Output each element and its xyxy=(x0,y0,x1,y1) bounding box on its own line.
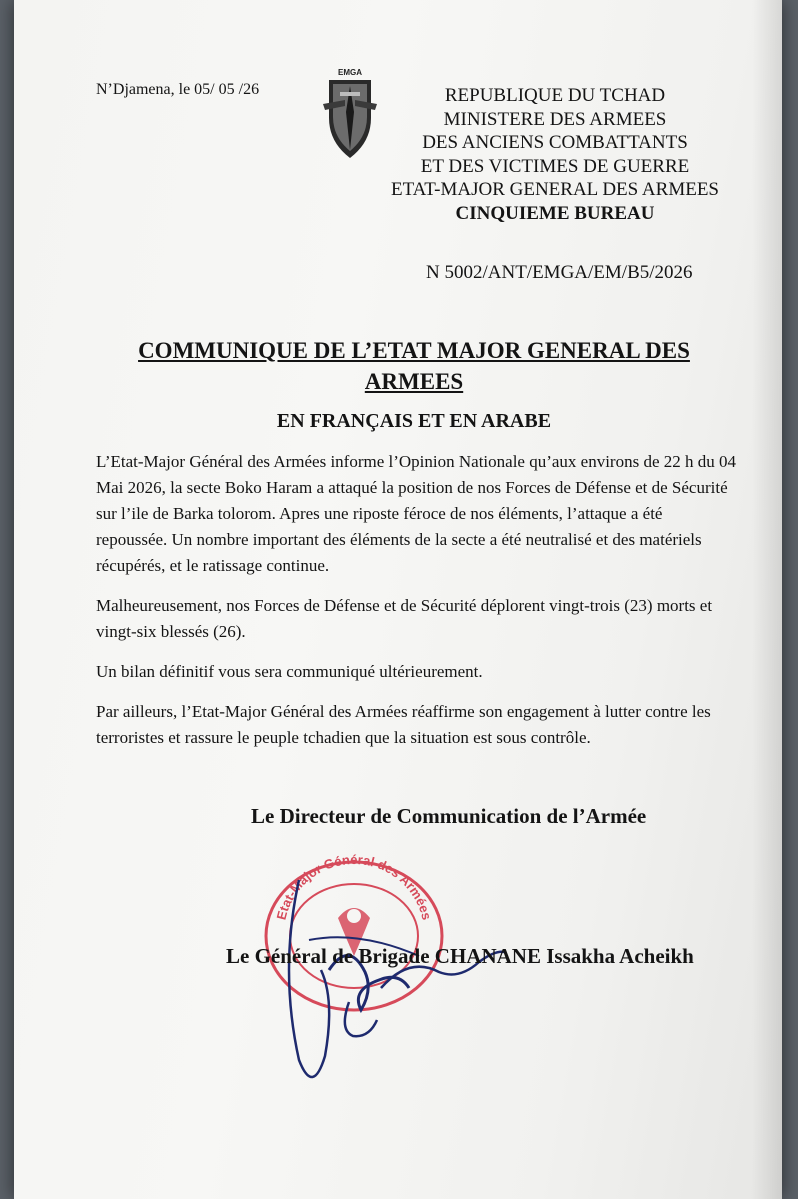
communique-body xyxy=(96,449,736,765)
reference-number: N 5002/ANT/EMGA/EM/B5/2026 xyxy=(426,262,693,283)
signature-block xyxy=(14,790,782,1110)
place-date: N’Djamena, le 05/ 05 /26 xyxy=(96,81,260,98)
header-line-ministry: MINISTERE DES ARMEES xyxy=(443,108,667,130)
paragraph-commitment: Par ailleurs, l’Etat-Major Général des Armées réaffirme son engagement à lutter contre les terroristes et rassure le peuple tchadien que la situation est sous contrôle. xyxy=(96,702,711,747)
title-line-2: ARMEES xyxy=(364,369,464,394)
header-line-bureau: CINQUIEME BUREAU xyxy=(455,202,655,224)
director-title: Le Directeur de Communication de l’Armée xyxy=(251,804,647,828)
svg-text:EMGA: EMGA xyxy=(338,68,362,77)
general-name: Le Général de Brigade CHANANE Issakha Acheikh xyxy=(226,944,694,968)
header-line-victims: ET DES VICTIMES DE GUERRE xyxy=(420,155,690,177)
document-page xyxy=(14,0,782,1199)
communique-title xyxy=(114,335,714,397)
header-line-republic: REPUBLIQUE DU TCHAD xyxy=(444,85,666,106)
communique-subtitle: EN FRANÇAIS ET EN ARABE xyxy=(276,410,552,432)
institution-header xyxy=(374,84,736,225)
paragraph-casualties: Malheureusement, nos Forces de Défense et de Sécurité déplorent vingt-trois (23) morts et vingt-six blessés (26). xyxy=(96,596,713,641)
svg-text:Etat-Major Général des Armées: Etat-Major Général des Armées xyxy=(273,851,435,922)
paragraph-assessment: Un bilan définitif vous sera communiqué ultérieurement. xyxy=(96,662,483,681)
paragraph-attack: L’Etat-Major Général des Armées informe l’Opinion Nationale qu’aux environs de 22 h du 04 Mai 2026, la secte Boko Haram a attaqué la position de nos Forces de Défense et de Sécurité sur l’ile de Barka tolorom. Apres une riposte féroce de nos éléments, l’attaque a été repoussée. Un nombre important des éléments de la secte a été neutralisé et des matériels récupérés, et le ratissage continue. xyxy=(96,452,737,575)
header-line-veterans: DES ANCIENS COMBATTANTS xyxy=(422,132,688,153)
header-line-staff: ETAT-MAJOR GENERAL DES ARMEES xyxy=(390,179,719,200)
emga-emblem-icon xyxy=(323,66,377,160)
handwritten-signature-icon xyxy=(269,860,529,1100)
title-line-1: COMMUNIQUE DE L’ETAT MAJOR GENERAL DES xyxy=(138,338,690,363)
